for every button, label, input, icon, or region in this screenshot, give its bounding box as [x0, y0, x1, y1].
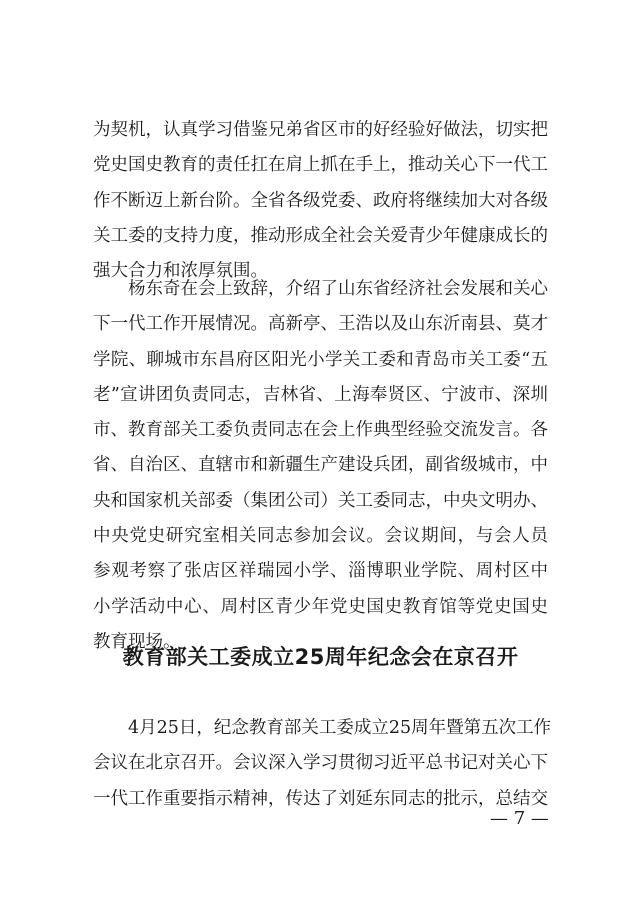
paragraph-2-line: 小学活动中心、周村区青少年党史国史教育馆等党史国史 [93, 596, 548, 617]
section-heading: 教育部关工委成立25周年纪念会在京召开 [122, 645, 519, 669]
paragraph-2-line: 教育现场。 [93, 631, 181, 652]
paragraph-2-line: 中央党史研究室相关同志参加会议。会议期间，与会人员 [93, 526, 548, 547]
paragraph-2-line: 学院、聊城市东昌府区阳光小学关工委和青岛市关工委“五 [93, 349, 548, 370]
page-number: — 7 — [490, 808, 549, 829]
paragraph-3-line: 会议在北京召开。会议深入学习贯彻习近平总书记对关心下 [93, 753, 548, 774]
paragraph-2-line: 老”宣讲团负责同志，吉林省、上海奉贤区、宁波市、深圳 [93, 384, 548, 405]
paragraph-2-line: 杨东奇在会上致辞，介绍了山东省经济社会发展和关心 [128, 279, 548, 299]
paragraph-1-line: 党史国史教育的责任扛在肩上抓在手上，推动关心下一代工 [93, 155, 548, 176]
paragraph-3-line: 4月25日，纪念教育部关工委成立25周年暨第五次工作 [128, 718, 552, 738]
paragraph-2 [93, 272, 548, 660]
paragraph-1-line: 关工委的支持力度，推动形成全社会关爱青少年健康成长的 [93, 225, 548, 246]
paragraph-2-line: 参观考察了张店区祥瑞园小学、淄博职业学院、周村区中 [93, 561, 548, 582]
paragraph-3 [93, 711, 552, 817]
paragraph-3-line: 一代工作重要指示精神，传达了刘延东同志的批示，总结交 [93, 788, 548, 809]
paragraph-1 [93, 113, 548, 289]
paragraph-1-line: 强大合力和浓厚氛围。 [93, 261, 268, 282]
paragraph-2-line: 省、自治区、直辖市和新疆生产建设兵团，副省级城市，中 [93, 455, 548, 476]
paragraph-2-line: 市、教育部关工委负责同志在会上作典型经验交流发言。各 [93, 420, 548, 441]
paragraph-1-line: 作不断迈上新台阶。全省各级党委、政府将继续加大对各级 [93, 190, 548, 211]
paragraph-2-line: 央和国家机关部委（集团公司）关工委同志，中央文明办、 [93, 490, 548, 511]
paragraph-1-line: 为契机，认真学习借鉴兄弟省区市的好经验好做法，切实把 [93, 120, 548, 140]
paragraph-2-line: 下一代工作开展情况。高新亭、王浩以及山东沂南县、莫才 [93, 314, 548, 335]
